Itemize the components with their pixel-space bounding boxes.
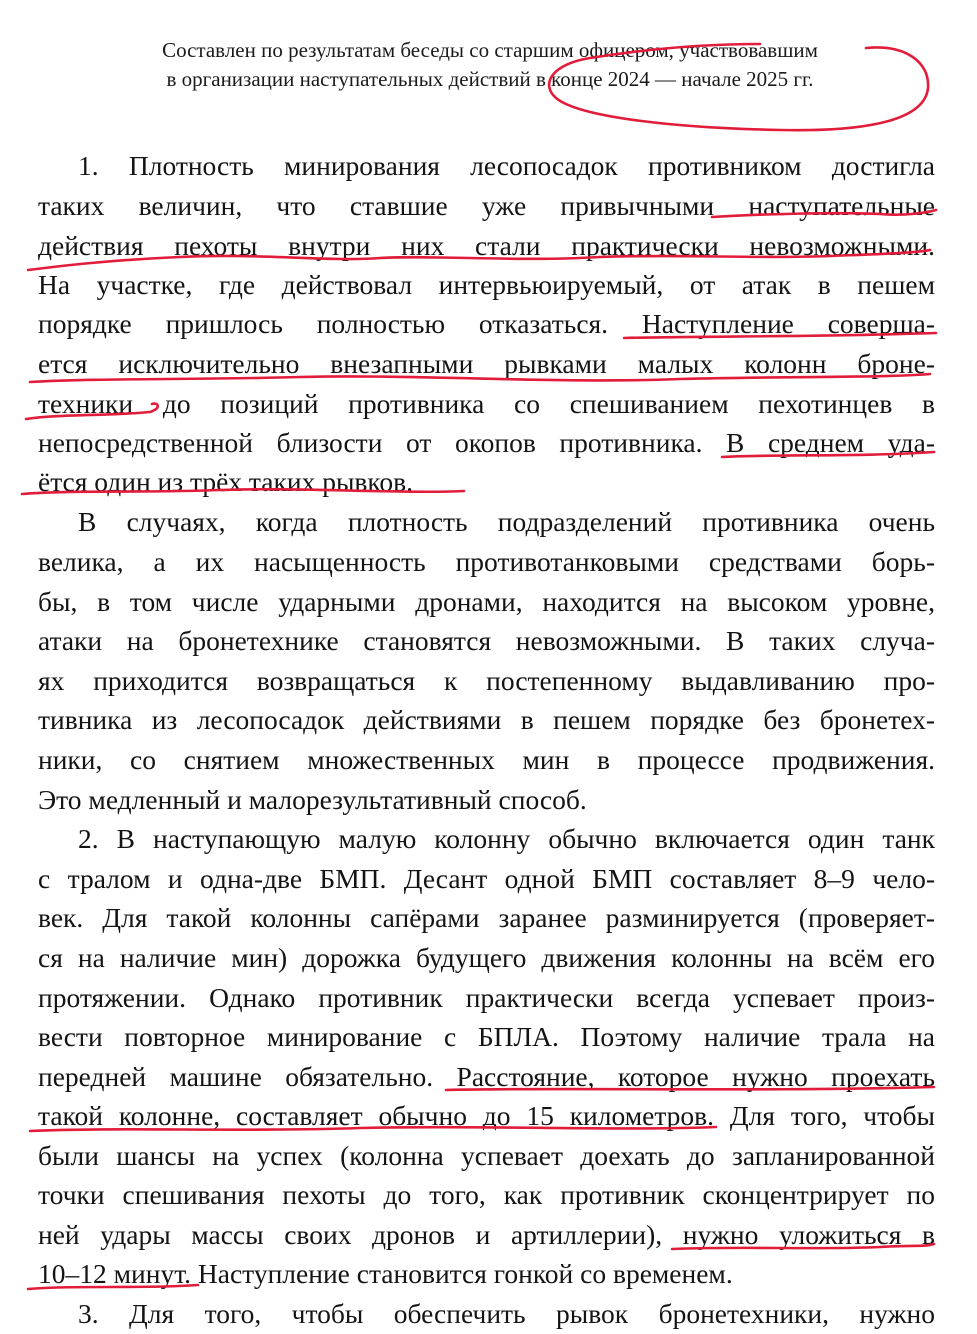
- paragraph-line: тивника из лесопосадок действиями в пешем порядке без бронетех-: [38, 704, 935, 735]
- paragraph-line: вести повторное минирование с БПЛА. Поэтому наличие трала на: [38, 1021, 935, 1052]
- paragraph-line: таких величин, что ставшие уже привычными наступательные: [38, 190, 935, 221]
- paragraph-line: велика, а их насыщенность противотанковыми средствами борь-: [38, 546, 935, 577]
- paragraph-line: были шансы на успех (колонна успевает доехать до запланированной: [38, 1140, 935, 1171]
- paragraph-line: 2. В наступающую малую колонну обычно включается один танк: [78, 823, 935, 854]
- paragraph-line: протяжении. Однако противник практически всегда успевает произ-: [38, 982, 935, 1013]
- paragraph-line: ся на наличие мин) дорожка будущего движения колонны на всём его: [38, 942, 935, 973]
- paragraph-line: порядке пришлось полностью отказаться. Наступление соверша-: [38, 308, 935, 339]
- paragraph-line: передней машине обязательно. Расстояние, которое нужно проехать: [38, 1061, 935, 1092]
- paragraph-line: техники до позиций противника со спешиванием пехотинцев в: [38, 388, 935, 419]
- paragraph-line: век. Для такой колонны сапёрами заранее разминируется (проверяет-: [38, 902, 935, 933]
- paragraph-line: ется исключительно внезапными рывками малых колонн броне-: [38, 348, 935, 379]
- paragraph-line: В случаях, когда плотность подразделений противника очень: [78, 506, 935, 537]
- paragraph-line: бы, в том числе ударными дронами, находится на высоком уровне,: [38, 586, 935, 617]
- paragraph-line: ней удары массы своих дронов и артиллерии), нужно уложиться в: [38, 1219, 935, 1250]
- paragraph-line: Это медленный и малорезультативный способ.: [38, 784, 587, 815]
- paragraph-line: действия пехоты внутри них стали практически невозможными.: [38, 230, 935, 261]
- paragraph-line: На участке, где действовал интервьюируемый, от атак в пешем: [38, 269, 935, 300]
- intro-note: [60, 36, 920, 94]
- paragraph-line: ники, со снятием множественных мин в процессе продвижения.: [38, 744, 935, 775]
- paragraph-line: ётся один из трёх таких рывков.: [38, 466, 413, 497]
- intro-line: в организации наступательных действий в конце 2024 — начале 2025 гг.: [166, 67, 814, 91]
- paragraph-line: непосредственной близости от окопов противника. В среднем уда-: [38, 427, 935, 458]
- paragraph-line: 10–12 минут. Наступление становится гонкой со временем.: [38, 1258, 733, 1289]
- paragraph-line: 3. Для того, чтобы обеспечить рывок бронетехники, нужно: [78, 1298, 935, 1329]
- paragraph-line: такой колонне, составляет обычно до 15 километров. Для того, чтобы: [38, 1100, 935, 1131]
- paragraph-line: атаки на бронетехнике становятся невозможными. В таких случа-: [38, 625, 935, 656]
- intro-line: Составлен по результатам беседы со старшим офицером, участвовавшим: [162, 38, 818, 62]
- paragraph-line: 1. Плотность минирования лесопосадок противником достигла: [78, 150, 935, 181]
- paragraph-line: точки спешивания пехоты до того, как противник сконцентрирует по: [38, 1179, 935, 1210]
- paragraph-line: с тралом и одна-две БМП. Десант одной БМП составляет 8–9 чело-: [38, 863, 935, 894]
- paragraph-line: ях приходится возвращаться к постепенному выдавливанию про-: [38, 665, 935, 696]
